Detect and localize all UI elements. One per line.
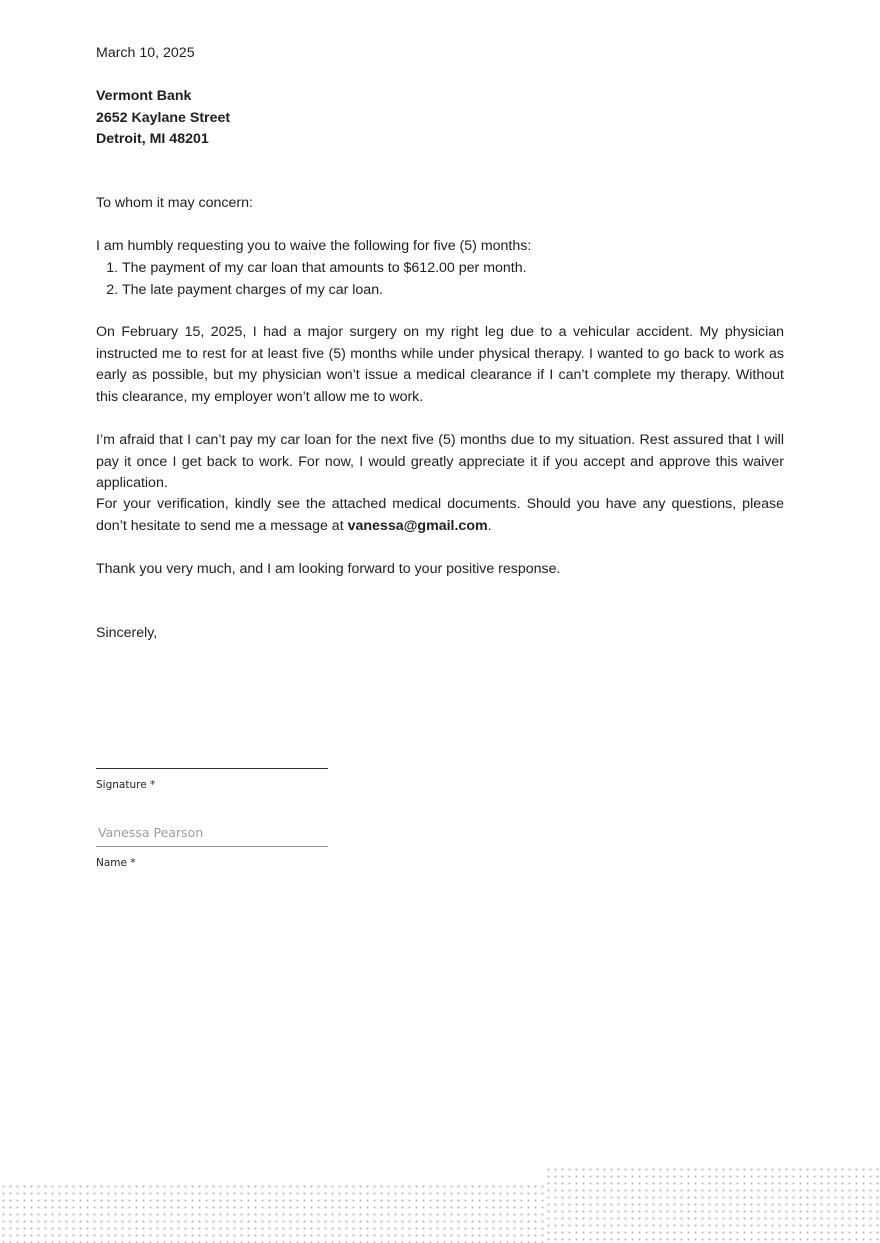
dot-pattern-decoration (545, 1166, 880, 1243)
list-item: 2. The late payment charges of my car loan. (122, 280, 527, 302)
recipient-name: Vermont Bank (96, 88, 192, 104)
request-intro: I am humbly requesting you to waive the following for five (5) months: (96, 238, 532, 254)
recipient-address (96, 86, 230, 151)
recipient-street: 2652 Kaylane Street (96, 109, 231, 126)
name-label: Name * (96, 857, 136, 869)
signature-label: Signature * (96, 779, 156, 791)
salutation: To whom it may concern: (96, 195, 253, 211)
signature-field[interactable] (96, 768, 328, 769)
request-list (96, 258, 527, 301)
body-paragraph-1: On February 15, 2025, I had a major surgery on my right leg due to a vehicular accident. My physician instructed me to rest for at least five (5) months while under physical therapy. I wanted to go back to work as early as possible, but my physician won’t issue a medical clearance if I can’t complete my therapy. Without this clearance, my employer won’t allow me to work. (96, 324, 784, 405)
list-item: 1. The payment of my car loan that amounts to $612.00 per month. (122, 258, 527, 280)
email-address: vanessa@gmail.com (347, 517, 488, 534)
name-input[interactable] (96, 818, 328, 847)
paragraph-3-text: For your verification, kindly see the attached medical documents. Should you have any questions, please don’t hesitate to send me a message at (96, 496, 784, 534)
dot-pattern-decoration (0, 1183, 545, 1243)
body-paragraph-3 (96, 494, 784, 537)
body-paragraph-2: I’m afraid that I can’t pay my car loan for the next five (5) months due to my situation. Rest assured that I will pay it once I get back to work. For now, I would greatly appreciate it if you accept and approve this waiver application. (96, 432, 784, 491)
paragraph-3-end: . (487, 517, 492, 534)
closing: Sincerely, (96, 625, 158, 641)
body-paragraph-4: Thank you very much, and I am looking forward to your positive response. (96, 561, 561, 577)
letter-date: March 10, 2025 (96, 45, 195, 61)
recipient-city: Detroit, MI 48201 (96, 131, 209, 147)
